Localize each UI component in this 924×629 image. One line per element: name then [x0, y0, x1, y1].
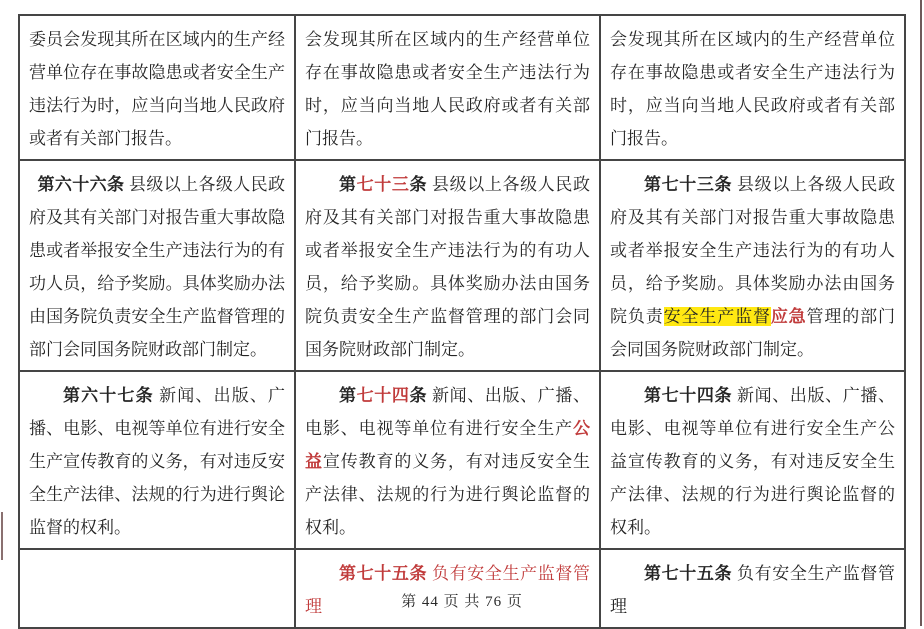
text-segment-b: 条 [409, 175, 428, 194]
page-edge-line-right [920, 0, 922, 626]
table-cell-r2c3 [600, 160, 905, 371]
text-segment-n: 县级以上各级人民政府及其有关部门对报告重大事故隐患或者举报安全生产违法行为的有功人员，给予奖励。具体奖励办法由国务院负责 [610, 175, 895, 326]
text-segment-b: 条 [409, 386, 428, 405]
table-cell-r1c1 [19, 15, 295, 160]
table-cell-r3c1 [19, 371, 295, 549]
text-segment-rb: 应急 [770, 307, 807, 326]
text-segment-rb: 公益 [305, 419, 590, 471]
table-cell-r4c3 [600, 549, 905, 628]
text-segment-rb: 第七十五条 [339, 564, 428, 583]
text-segment-rb: 七十四 [356, 386, 410, 405]
text-segment-n: 新闻、出版、广播、电影、电视等单位有进行安全生产宣传教育的义务，有对违反安全生产法律、法规的行为进行舆论监督的权利。 [29, 386, 286, 537]
cell-paragraph [305, 23, 590, 155]
text-segment-n: 负有安全生产监督管理 [610, 564, 895, 616]
table-cell-r4c1 [19, 549, 295, 628]
table-cell-r1c2 [295, 15, 600, 160]
text-segment-rb: 七十三 [356, 175, 410, 194]
text-segment-n: 县级以上各级人民政府及其有关部门对报告重大事故隐患或者举报安全生产违法行为的有功人员，给予奖励。具体奖励办法由国务院负责安全生产监督管理的部门会同国务院财政部门制定。 [305, 175, 590, 359]
text-segment-n: 委员会发现其所在区域内的生产经营单位存在事故隐患或者安全生产违法行为时，应当向当地人民政府或者有关部门报告。 [29, 30, 285, 148]
table-cell-r1c3 [600, 15, 905, 160]
page-number: 第 44 页 共 76 页 [401, 594, 523, 610]
cell-paragraph [610, 168, 895, 366]
text-segment-n: 新闻、出版、广播、电影、电视等单位有进行安全生产 [305, 386, 590, 438]
table-row [19, 549, 905, 628]
text-segment-r: 负有安全生产监督管理 [305, 564, 590, 616]
text-segment-n: 会发现其所在区域内的生产经营单位存在事故隐患或者安全生产违法行为时，应当向当地人民政府或者有关部门报告。 [305, 30, 590, 148]
cell-paragraph [610, 23, 895, 155]
text-segment-b: 第六十七条 [63, 386, 154, 405]
table-cell-r2c1 [19, 160, 295, 371]
table-cell-r3c2 [295, 371, 600, 549]
text-segment-n: 新闻、出版、广播、电影、电视等单位有进行安全生产公益宣传教育的义务，有对违反安全生产法律、法规的行为进行舆论监督的权利。 [610, 386, 895, 537]
text-segment-b: 第六十六条 [37, 175, 125, 194]
text-segment-b: 第七十五条 [644, 564, 733, 583]
table-row [19, 160, 905, 371]
text-segment-b: 第 [339, 175, 357, 194]
cell-paragraph [305, 379, 590, 544]
cell-paragraph [29, 168, 285, 366]
table-row [19, 15, 905, 160]
table-cell-r4c2 [295, 549, 600, 628]
table-cell-r3c3 [600, 371, 905, 549]
text-segment-hl: 安全生产监督 [663, 307, 771, 326]
law-comparison-table [18, 14, 906, 629]
table-row [19, 371, 905, 549]
table-cell-r2c2 [295, 160, 600, 371]
page-edge-line-left [1, 512, 3, 560]
cell-paragraph [305, 168, 590, 366]
text-segment-b: 第七十四条 [644, 386, 733, 405]
cell-paragraph [610, 379, 895, 544]
text-segment-b: 第 [339, 386, 357, 405]
text-segment-b: 第七十三条 [644, 175, 733, 194]
text-segment-n: 县级以上各级人民政府及其有关部门对报告重大事故隐患或者举报安全生产违法行为的有功人员，给予奖励。具体奖励办法由国务院负责安全生产监督管理的部门会同国务院财政部门制定。 [29, 175, 285, 359]
text-segment-n: 会发现其所在区域内的生产经营单位存在事故隐患或者安全生产违法行为时，应当向当地人民政府或者有关部门报告。 [610, 30, 895, 148]
text-segment-n: 管理的部门会同国务院财政部门制定。 [610, 307, 896, 359]
cell-paragraph [29, 23, 285, 155]
text-segment-n: 宣传教育的义务，有对违反安全生产法律、法规的行为进行舆论监督的权利。 [305, 452, 591, 537]
cell-paragraph [29, 379, 285, 544]
